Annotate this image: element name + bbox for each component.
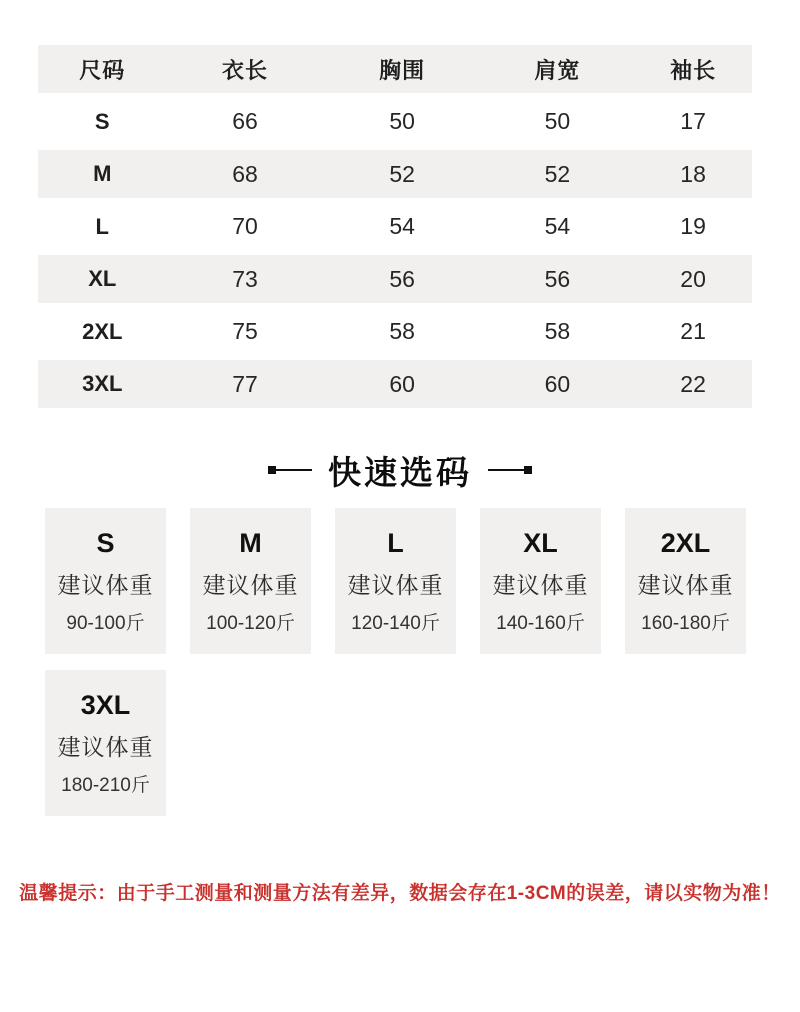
size-option-xl [480, 508, 601, 654]
title-deco-left [268, 466, 312, 474]
advice-label: 建议体重 [57, 571, 154, 598]
size-option-grid [45, 508, 755, 816]
cell-shoulder: 52 [544, 160, 571, 187]
cell-length: 68 [232, 160, 258, 187]
weight-range: 140-160斤 [496, 612, 585, 634]
square-bullet-icon [524, 466, 532, 474]
cell-size: M [93, 161, 112, 186]
advice-label: 建议体重 [347, 571, 444, 598]
size-option-3xl [45, 670, 166, 816]
cell-sleeve: 18 [680, 160, 706, 187]
cell-length: 75 [232, 318, 258, 344]
size-option-s [45, 508, 166, 654]
cell-length: 70 [232, 213, 258, 239]
cell-sleeve: 17 [680, 108, 706, 134]
size-option-2xl [625, 508, 746, 654]
table-row-3xl [38, 360, 752, 408]
cell-sleeve: 21 [680, 318, 706, 344]
cell-size: 3XL [82, 371, 123, 396]
cell-size: XL [88, 266, 117, 291]
quick-select-title-row [0, 448, 800, 492]
quick-select-title: 快速选码 [328, 453, 472, 491]
cell-shoulder: 56 [544, 265, 571, 292]
cell-length: 73 [232, 265, 258, 292]
header-length: 衣长 [222, 57, 269, 83]
size-option-l [335, 508, 456, 654]
cell-shoulder: 60 [544, 370, 571, 397]
cell-chest: 52 [389, 160, 415, 187]
cell-shoulder: 50 [544, 108, 571, 134]
cell-size: 2XL [82, 318, 123, 344]
size-label: L [387, 527, 404, 558]
weight-range: 160-180斤 [641, 612, 730, 634]
weight-range: 120-140斤 [351, 612, 440, 634]
cell-sleeve: 22 [680, 370, 706, 397]
title-deco-right [488, 466, 532, 474]
size-label: M [239, 527, 262, 558]
header-sleeve: 袖长 [670, 57, 717, 83]
cell-size: L [95, 213, 109, 239]
size-label: S [96, 527, 115, 558]
cell-chest: 50 [389, 108, 415, 134]
size-label: 2XL [660, 527, 711, 558]
header-chest: 胸围 [379, 57, 426, 83]
header-shoulder: 肩宽 [534, 57, 581, 83]
size-chart-page [0, 45, 800, 1012]
advice-label: 建议体重 [202, 571, 299, 598]
divider-line [488, 469, 524, 471]
weight-range: 90-100斤 [66, 612, 145, 634]
cell-size: S [94, 108, 110, 134]
cell-chest: 58 [389, 318, 415, 344]
cell-chest: 56 [389, 265, 415, 292]
table-header-row [38, 45, 752, 93]
measurement-disclaimer: 温馨提示：由于手工测量和测量方法有差异，数据会存在1-3CM的误差，请以实物为准！ [19, 883, 781, 904]
cell-shoulder: 54 [544, 213, 571, 239]
cell-chest: 60 [389, 370, 415, 397]
table-row-m [38, 150, 752, 198]
table-row-l [38, 198, 752, 255]
table-row-2xl [38, 303, 752, 360]
cell-length: 66 [232, 108, 258, 134]
weight-range: 100-120斤 [206, 612, 295, 634]
cell-length: 77 [232, 370, 258, 397]
size-label: XL [523, 527, 558, 558]
size-option-m [190, 508, 311, 654]
size-table [38, 45, 752, 408]
weight-range: 180-210斤 [61, 774, 150, 796]
square-bullet-icon [268, 466, 276, 474]
advice-label: 建议体重 [492, 571, 589, 598]
size-label: 3XL [80, 689, 131, 720]
advice-label: 建议体重 [637, 571, 734, 598]
cell-sleeve: 20 [680, 265, 706, 292]
advice-label: 建议体重 [57, 733, 154, 760]
table-row-s [38, 93, 752, 150]
divider-line [276, 469, 312, 471]
header-size: 尺码 [79, 57, 126, 83]
cell-shoulder: 58 [544, 318, 571, 344]
table-row-xl [38, 255, 752, 303]
cell-chest: 54 [389, 213, 415, 239]
cell-sleeve: 19 [680, 213, 706, 239]
